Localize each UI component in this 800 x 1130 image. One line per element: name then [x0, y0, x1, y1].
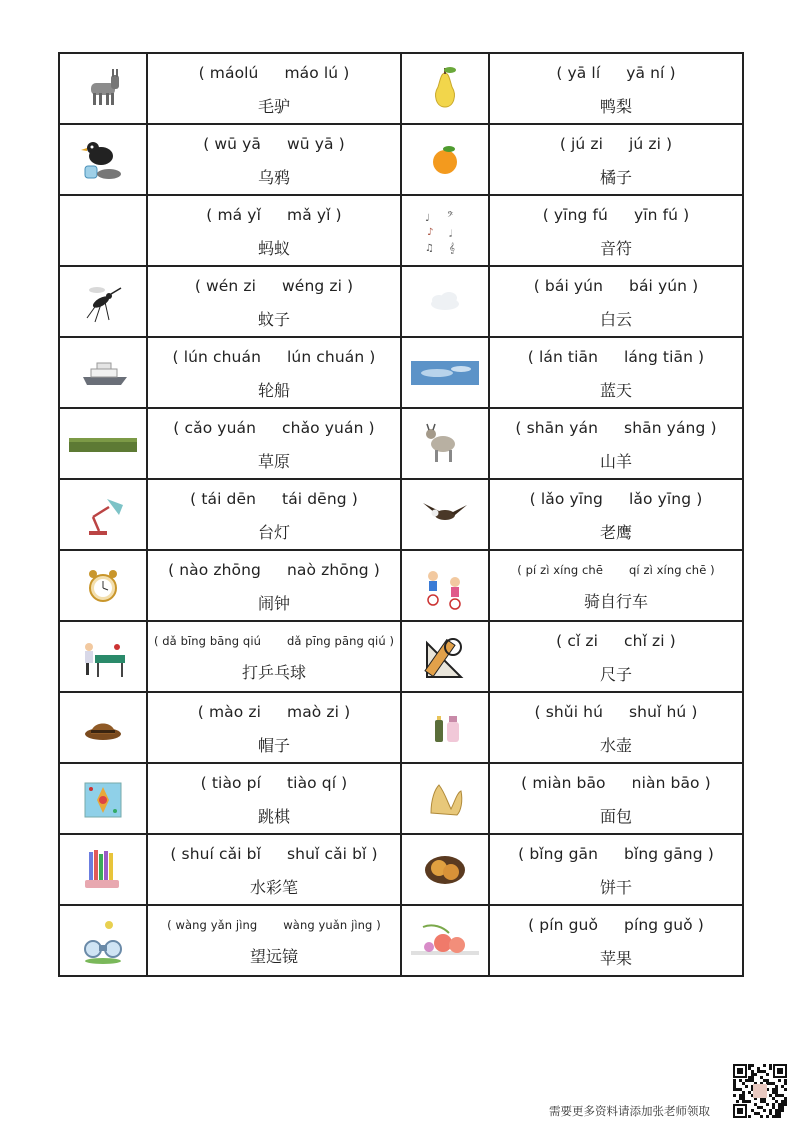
hanzi-word: 乌鸦 — [257, 168, 290, 187]
pinyin-choices: ( pín guǒ píng guǒ ) — [528, 916, 704, 934]
pinyin-option-2[interactable]: niàn bāo — [631, 774, 700, 792]
left-picture-cell — [59, 53, 147, 124]
pinyin-choices: ( lán tiān láng tiān ) — [527, 348, 705, 366]
pinyin-option-1[interactable]: wū yā — [214, 135, 261, 153]
table-row — [59, 550, 743, 621]
cloud-icon — [421, 278, 469, 326]
hanzi-word: 帽子 — [257, 736, 290, 755]
crow-icon — [79, 136, 127, 184]
pinyin-option-1[interactable]: máolú — [209, 64, 259, 82]
pinyin-option-1[interactable]: jú zi — [571, 135, 603, 153]
right-picture-cell — [401, 337, 489, 408]
table-row — [59, 905, 743, 976]
pinyin-option-2[interactable]: wéng zi — [282, 277, 342, 295]
pinyin-option-1[interactable]: lán tiān — [538, 348, 599, 366]
table-row — [59, 408, 743, 479]
left-picture-cell — [59, 550, 147, 621]
right-word-cell — [489, 692, 743, 763]
svg-text:♩: ♩ — [425, 212, 430, 224]
pinyin-choices: ( lún chuán lún chuán ) — [172, 348, 376, 366]
table-row — [59, 337, 743, 408]
pinyin-option-2[interactable]: maò zi — [287, 703, 340, 721]
left-picture-cell — [59, 763, 147, 834]
pinyin-choices: ( cǐ zi chǐ zi ) — [556, 632, 676, 650]
right-word-cell — [489, 479, 743, 550]
right-word-cell — [489, 763, 743, 834]
table-row — [59, 621, 743, 692]
left-word-cell — [147, 550, 401, 621]
pinyin-option-1[interactable]: wàng yǎn jìng — [175, 918, 258, 932]
kettle-bottles-icon — [421, 704, 469, 752]
svg-text:𝄢: 𝄢 — [447, 210, 454, 222]
pinyin-option-2[interactable]: píng guǒ — [624, 916, 693, 934]
right-picture-cell — [401, 763, 489, 834]
left-word-cell — [147, 621, 401, 692]
pinyin-worksheet — [58, 52, 744, 977]
pinyin-option-2[interactable]: máo lú — [284, 64, 339, 82]
table-row — [59, 479, 743, 550]
pinyin-option-1[interactable]: cǐ zi — [567, 632, 599, 650]
pinyin-choices: ( shān yán shān yáng ) — [515, 419, 717, 437]
ping-pong-icon — [79, 633, 127, 681]
pinyin-option-2[interactable]: shān yáng — [624, 419, 706, 437]
pinyin-option-2[interactable]: tiào qí — [287, 774, 337, 792]
svg-text:♫: ♫ — [425, 242, 434, 254]
pinyin-option-2[interactable]: chǐ zi — [624, 632, 665, 650]
left-word-cell — [147, 195, 401, 266]
pinyin-option-2[interactable]: naò zhōng — [287, 561, 369, 579]
footer-note: 需要更多资料请添加张老师领取 — [549, 1104, 710, 1118]
hanzi-word: 白云 — [599, 310, 632, 329]
hanzi-word: 闹钟 — [257, 594, 290, 613]
hanzi-word: 骑自行车 — [583, 592, 648, 611]
left-word-cell — [147, 905, 401, 976]
right-picture-cell — [401, 266, 489, 337]
right-picture-cell — [401, 621, 489, 692]
hanzi-word: 蓝天 — [599, 381, 632, 400]
pinyin-choices: ( yā lí yā ní ) — [556, 64, 676, 82]
table-row — [59, 195, 743, 266]
svg-text:♪: ♪ — [427, 226, 434, 238]
alarm-clock-icon — [79, 562, 127, 610]
pinyin-option-1[interactable]: bǐng gān — [529, 845, 599, 863]
blue-sky-icon — [409, 349, 481, 397]
ship-icon — [79, 349, 127, 397]
pinyin-choices: ( tái dēn tái dēng ) — [190, 490, 358, 508]
pinyin-option-1[interactable]: yīng fú — [553, 206, 608, 224]
pinyin-choices: ( bái yún bái yún ) — [533, 277, 699, 295]
left-picture-cell — [59, 834, 147, 905]
pinyin-choices: ( wén zi wéng zi ) — [194, 277, 354, 295]
hanzi-word: 山羊 — [599, 452, 632, 471]
ruler-icon — [421, 633, 469, 681]
pinyin-option-2[interactable]: shuǐ hú — [629, 703, 687, 721]
pinyin-choices: ( tiào pí tiào qí ) — [200, 774, 348, 792]
pinyin-option-1[interactable]: shǔi hú — [545, 703, 603, 721]
pinyin-option-1[interactable]: lún chuán — [183, 348, 261, 366]
apple-icon — [409, 917, 481, 965]
pinyin-option-2[interactable]: yīn fú — [633, 206, 679, 224]
bread-icon — [421, 775, 469, 823]
bicycle-kids-icon — [421, 562, 469, 610]
table-row — [59, 692, 743, 763]
pinyin-choices: ( máolú máo lú ) — [198, 64, 350, 82]
left-picture-cell — [59, 337, 147, 408]
table-row — [59, 763, 743, 834]
hanzi-word: 台灯 — [257, 523, 290, 542]
orange-icon — [421, 136, 469, 184]
pinyin-option-1[interactable]: pí zì xíng chē — [525, 563, 603, 577]
qr-code-icon — [731, 1062, 789, 1120]
left-word-cell — [147, 53, 401, 124]
pinyin-option-2[interactable]: chǎo yuán — [282, 419, 364, 437]
pinyin-option-1[interactable]: tái dēn — [201, 490, 257, 508]
pinyin-choices: ( miàn bāo niàn bāo ) — [521, 774, 711, 792]
pinyin-option-2[interactable]: yā ní — [626, 64, 665, 82]
right-picture-cell — [401, 479, 489, 550]
pinyin-option-2[interactable]: bái yún — [629, 277, 688, 295]
pinyin-option-1[interactable]: shuí cǎi bǐ — [181, 845, 261, 863]
left-picture-cell — [59, 195, 147, 266]
pinyin-option-1[interactable]: dǎ bīng bāng qiú — [162, 634, 261, 648]
pinyin-choices: ( mào zi maò zi ) — [197, 703, 351, 721]
hanzi-word: 饼干 — [599, 878, 632, 897]
hanzi-word: 尺子 — [599, 665, 632, 684]
left-word-cell — [147, 408, 401, 479]
pinyin-option-2[interactable]: shuǐ cǎi bǐ — [287, 845, 367, 863]
music-notes-icon — [421, 207, 469, 255]
right-word-cell — [489, 195, 743, 266]
pinyin-choices: ( yīng fú yīn fú ) — [542, 206, 690, 224]
pinyin-option-2[interactable]: láng tiān — [624, 348, 694, 366]
left-picture-cell — [59, 266, 147, 337]
pinyin-choices: ( má yǐ mǎ yǐ ) — [206, 206, 342, 224]
hanzi-word: 鸭梨 — [599, 97, 632, 116]
eagle-icon — [421, 491, 469, 539]
pinyin-option-2[interactable]: tái dēng — [282, 490, 347, 508]
pinyin-option-1[interactable]: bái yún — [544, 277, 603, 295]
right-picture-cell — [401, 905, 489, 976]
pinyin-choices: ( lǎo yīng lǎo yīng ) — [529, 490, 703, 508]
telescope-icon — [79, 917, 127, 965]
desk-lamp-icon — [79, 491, 127, 539]
right-picture-cell — [401, 550, 489, 621]
hanzi-word: 老鹰 — [599, 523, 632, 542]
hanzi-word: 音符 — [599, 239, 632, 258]
pinyin-choices: ( wū yā wū yā ) — [203, 135, 345, 153]
hanzi-word: 跳棋 — [257, 807, 290, 826]
left-picture-cell — [59, 692, 147, 763]
hanzi-word: 毛驴 — [257, 97, 290, 116]
checkers-board-icon — [79, 775, 127, 823]
pinyin-option-2[interactable]: qí zì xíng chē — [629, 563, 707, 577]
right-word-cell — [489, 337, 743, 408]
left-word-cell — [147, 834, 401, 905]
pinyin-option-2[interactable]: lǎo yīng — [629, 490, 692, 508]
table-row — [59, 53, 743, 124]
pinyin-choices: ( wàng yǎn jìng wàng yuǎn jìng ) — [167, 918, 381, 932]
pinyin-option-1[interactable]: wén zi — [206, 277, 257, 295]
watercolor-pens-icon — [79, 846, 127, 894]
table-row — [59, 266, 743, 337]
goat-icon — [421, 420, 469, 468]
hanzi-word: 草原 — [257, 452, 290, 471]
pinyin-option-1[interactable]: pín guǒ — [539, 916, 599, 934]
right-word-cell — [489, 124, 743, 195]
right-word-cell — [489, 266, 743, 337]
hanzi-word: 望远镜 — [249, 947, 298, 966]
pinyin-option-2[interactable]: bǐng gāng — [624, 845, 703, 863]
right-picture-cell — [401, 195, 489, 266]
hanzi-word: 橘子 — [599, 168, 632, 187]
left-picture-cell — [59, 905, 147, 976]
svg-text:𝄞: 𝄞 — [449, 242, 455, 254]
pinyin-choices: ( bǐng gān bǐng gāng ) — [518, 845, 714, 863]
hanzi-word: 水彩笔 — [249, 878, 298, 897]
pinyin-option-1[interactable]: lǎo yīng — [540, 490, 603, 508]
right-word-cell — [489, 834, 743, 905]
hat-icon — [79, 704, 127, 752]
mosquito-icon — [79, 278, 127, 326]
left-picture-cell — [59, 621, 147, 692]
hanzi-word: 蚂蚁 — [257, 239, 290, 258]
pinyin-option-2[interactable]: mǎ yǐ — [287, 206, 331, 224]
right-word-cell — [489, 550, 743, 621]
pinyin-option-2[interactable]: wàng yuǎn jìng — [283, 918, 373, 932]
hanzi-word: 水壶 — [599, 736, 632, 755]
pinyin-option-2[interactable]: lún chuán — [287, 348, 365, 366]
left-word-cell — [147, 479, 401, 550]
left-picture-cell — [59, 124, 147, 195]
left-word-cell — [147, 692, 401, 763]
right-word-cell — [489, 53, 743, 124]
pinyin-option-1[interactable]: má yǐ — [217, 206, 261, 224]
pinyin-choices: ( nào zhōng naò zhōng ) — [168, 561, 380, 579]
pinyin-option-1[interactable]: tiào pí — [211, 774, 261, 792]
table-row — [59, 834, 743, 905]
left-word-cell — [147, 763, 401, 834]
table-row — [59, 124, 743, 195]
pinyin-option-1[interactable]: cǎo yuán — [184, 419, 257, 437]
pinyin-option-1[interactable]: nào zhōng — [179, 561, 261, 579]
pinyin-option-1[interactable]: miàn bāo — [532, 774, 606, 792]
pear-icon — [421, 65, 469, 113]
pinyin-choices: ( pí zì xíng chē qí zì xíng chē ) — [517, 563, 715, 577]
ant-icon — [79, 207, 127, 255]
right-word-cell — [489, 905, 743, 976]
pinyin-choices: ( shǔi hú shuǐ hú ) — [534, 703, 698, 721]
svg-text:𝅗𝅥: 𝅗𝅥 — [449, 228, 453, 240]
donkey-icon — [79, 65, 127, 113]
left-word-cell — [147, 266, 401, 337]
hanzi-word: 蚊子 — [257, 310, 290, 329]
pinyin-option-1[interactable]: mào zi — [208, 703, 261, 721]
pinyin-option-1[interactable]: yā lí — [567, 64, 601, 82]
right-picture-cell — [401, 124, 489, 195]
left-word-cell — [147, 337, 401, 408]
pinyin-choices: ( cǎo yuán chǎo yuán ) — [173, 419, 375, 437]
pinyin-choices: ( dǎ bīng bāng qiú dǎ pīng pāng qiú ) — [153, 634, 395, 648]
biscuits-icon — [421, 846, 469, 894]
left-word-cell — [147, 124, 401, 195]
right-picture-cell — [401, 408, 489, 479]
pinyin-option-2[interactable]: jú zi — [629, 135, 661, 153]
hanzi-word: 面包 — [599, 807, 632, 826]
right-picture-cell — [401, 53, 489, 124]
left-picture-cell — [59, 479, 147, 550]
pinyin-option-1[interactable]: shān yán — [526, 419, 599, 437]
pinyin-option-2[interactable]: wū yā — [287, 135, 334, 153]
hanzi-word: 打乒乓球 — [241, 663, 306, 682]
right-picture-cell — [401, 692, 489, 763]
pinyin-choices: ( shuí cǎi bǐ shuǐ cǎi bǐ ) — [170, 845, 378, 863]
hanzi-word: 轮船 — [257, 381, 290, 400]
right-word-cell — [489, 621, 743, 692]
right-picture-cell — [401, 834, 489, 905]
left-picture-cell — [59, 408, 147, 479]
pinyin-option-2[interactable]: dǎ pīng pāng qiú — [287, 634, 386, 648]
right-word-cell — [489, 408, 743, 479]
grassland-icon — [67, 420, 139, 468]
pinyin-choices: ( jú zi jú zi ) — [559, 135, 673, 153]
hanzi-word: 苹果 — [599, 949, 632, 968]
